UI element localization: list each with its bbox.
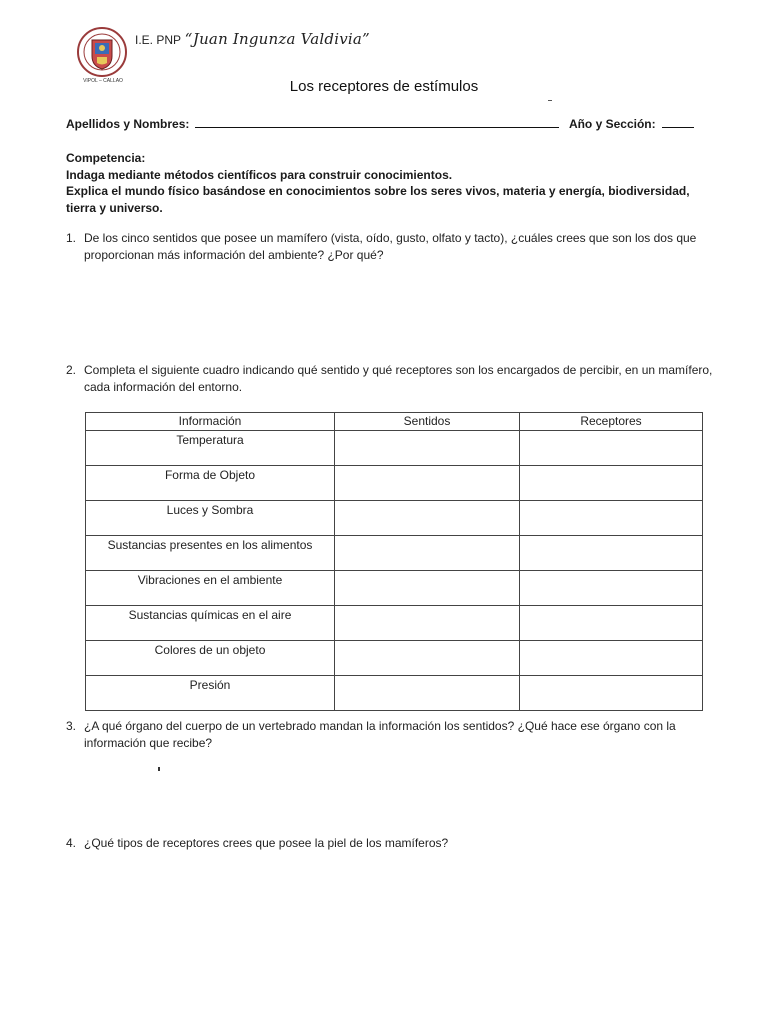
receptores-cell[interactable] [520,606,703,641]
logo-caption: VIPOL – CALLAO [83,78,123,84]
table-row [86,431,703,466]
school-prefix: I.E. PNP [135,33,182,47]
info-cell: Colores de un objeto [86,641,335,676]
question-3 [66,718,716,752]
receptores-cell[interactable] [520,466,703,501]
competencia-label: Competencia: [66,151,146,165]
sentidos-cell[interactable] [335,431,520,466]
info-cell: Presión [86,676,335,711]
page-title: Los receptores de estímulos [289,78,479,95]
info-cell: Sustancias químicas en el aire [86,606,335,641]
table-row [86,466,703,501]
question-number: 3. [66,719,77,733]
question-text: ¿A qué órgano del cuerpo de un vertebrado mandan la información los sentidos? ¿Qué hace ese órgano con la información que recibe? [84,719,676,750]
question-text: De los cinco sentidos que posee un mamífero (vista, oído, gusto, olfato y tacto), ¿cuáles crees que son los dos que proporcionan más información del ambiente? ¿Por qué? [84,231,697,262]
section-blank-field[interactable] [662,116,694,128]
sentidos-cell[interactable] [335,676,520,711]
sentidos-cell[interactable] [335,466,520,501]
competencia-block [66,150,716,216]
question-number: 4. [66,836,77,850]
info-cell: Forma de Objeto [86,466,335,501]
table-row [86,641,703,676]
table-row [86,676,703,711]
question-4 [66,835,716,852]
column-header-informacion: Información [86,413,335,431]
table-header-row [86,413,703,431]
info-cell: Luces y Sombra [86,501,335,536]
sentidos-cell[interactable] [335,606,520,641]
sentidos-cell[interactable] [335,641,520,676]
school-crest-logo [76,26,128,78]
school-name: “Juan Ingunza Valdivia” [184,30,370,48]
question-number: 2. [66,363,77,377]
question-text: Completa el siguiente cuadro indicando qué sentido y qué receptores son los encargados de percibir, en un mamífero, cada información del entorno. [84,363,713,394]
receptores-cell[interactable] [520,676,703,711]
section-label: Año y Sección: [568,117,656,131]
senses-table [85,412,703,711]
question-1 [66,230,716,264]
table-row [86,606,703,641]
competencia-line-1: Indaga mediante métodos científicos para construir conocimientos. [66,167,453,182]
sentidos-cell[interactable] [335,536,520,571]
receptores-cell[interactable] [520,571,703,606]
scan-speck [548,100,552,101]
info-cell: Vibraciones en el ambiente [86,571,335,606]
column-header-sentidos: Sentidos [335,413,520,431]
name-label: Apellidos y Nombres: [66,117,190,131]
name-blank-field[interactable] [195,116,559,128]
table-row [86,501,703,536]
question-number: 1. [66,231,77,245]
sentidos-cell[interactable] [335,501,520,536]
receptores-cell[interactable] [520,641,703,676]
question-2 [66,362,716,396]
competencia-line-2: Explica el mundo físico basándose en conocimientos sobre los seres vivos, materia y energía, biodiversidad, tierra y universo. [66,184,690,215]
sentidos-cell[interactable] [335,571,520,606]
scan-speck [158,767,160,771]
table-row [86,536,703,571]
table-row [86,571,703,606]
receptores-cell[interactable] [520,501,703,536]
receptores-cell[interactable] [520,536,703,571]
question-text: ¿Qué tipos de receptores crees que posee la piel de los mamíferos? [84,836,449,850]
info-cell: Sustancias presentes en los alimentos [86,536,335,571]
receptores-cell[interactable] [520,431,703,466]
column-header-receptores: Receptores [520,413,703,431]
info-cell: Temperatura [86,431,335,466]
school-header [135,30,370,48]
student-info-line [66,116,706,131]
